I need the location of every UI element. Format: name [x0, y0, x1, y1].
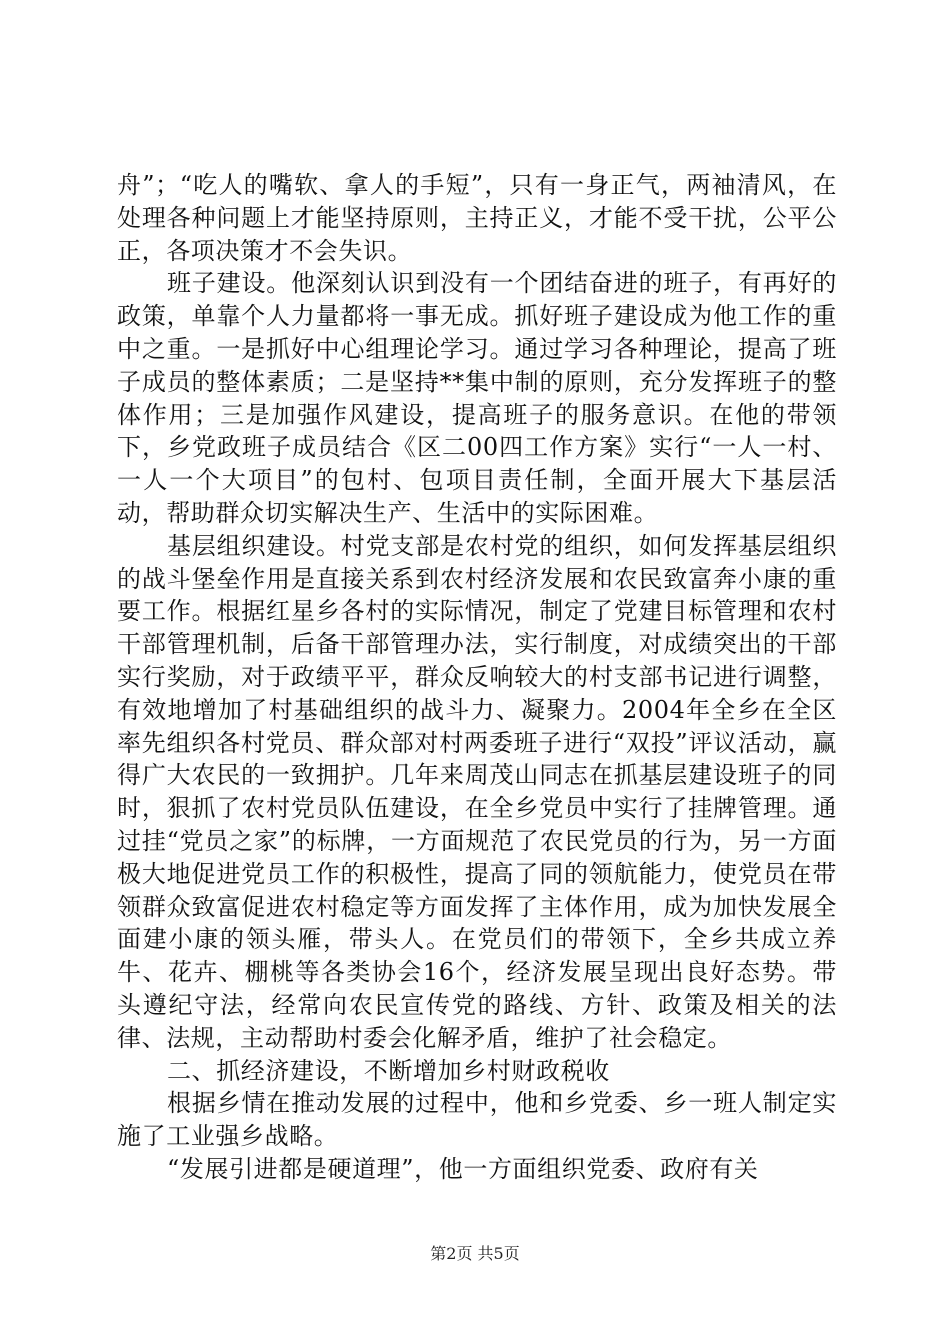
paragraph-grassroots-organization: 基层组织建设。村党支部是农村党的组织，如何发挥基层组织的战斗堡垒作用是直接关系到农村经济发展和农民致富奔小康的重要工作。根据红星乡各村的实际情况，制定了党建目标管理和农村干部管理机制，后备干部管理办法，实行制度，对成绩突出的干部实行奖励，对于政绩平平，群众反响较大的村支部书记进行调整，有效地增加了村基础组织的战斗力、凝聚力。2004年全乡在全区率先组织各村党员、群众部对村两委班子进行“双投”评议活动，赢得广大农民的一致拥护。几年来周茂山同志在抓基层建设班子的同时，狠抓了农村党员队伍建设，在全乡党员中实行了挂牌管理。通过挂“党员之家”的标牌，一方面规范了农民党员的行为，另一方面极大地促进党员工作的积极性，提高了同的领航能力，使党员在带领群众致富促进农村稳定等方面发挥了主体作用，成为加快发展全面建小康的领头雁，带头人。在党员们的带领下，全乡共成立养牛、花卉、棚桃等各类协会16个，经济发展呈现出良好态势。带头遵纪守法，经常向农民宣传党的路线、方针、政策及相关的法律、法规，主动帮助村委会化解矛盾，维护了社会稳定。: [117, 531, 837, 1052]
paragraph-team-building: 班子建设。他深刻认识到没有一个团结奋进的班子，有再好的政策，单靠个人力量都将一事无成。抓好班子建设成为他工作的重中之重。一是抓好中心组理论学习。通过学习各种理论，提高了班子成员的整体素质；二是坚持**集中制的原则，充分发挥班子的整体作用；三是加强作风建设，提高班子的服务意识。在他的带领下，乡党政班子成员结合《区二00四工作方案》实行“一人一村、一人一个大项目”的包村、包项目责任制，全面开展大下基层活动，帮助群众切实解决生产、生活中的实际困难。: [117, 269, 837, 527]
paragraph-continuation: 舟”；“吃人的嘴软、拿人的手短”，只有一身正气，两袖清风，在处理各种问题上才能坚持原则，主持正义，才能不受干扰，公平公正，各项决策才不会失识。: [117, 171, 837, 265]
document-body: [117, 169, 837, 1186]
page-number-footer: 第2页 共5页: [430, 1244, 520, 1263]
section-heading-economic-construction: 二、抓经济建设，不断增加乡村财政税收: [167, 1056, 610, 1085]
paragraph-development-quote: “发展引进都是硬道理”，他一方面组织党委、政府有关: [167, 1154, 759, 1183]
paragraph-industrial-strategy: 根据乡情在推动发展的过程中，他和乡党委、乡一班人制定实施了工业强乡战略。: [117, 1089, 837, 1151]
